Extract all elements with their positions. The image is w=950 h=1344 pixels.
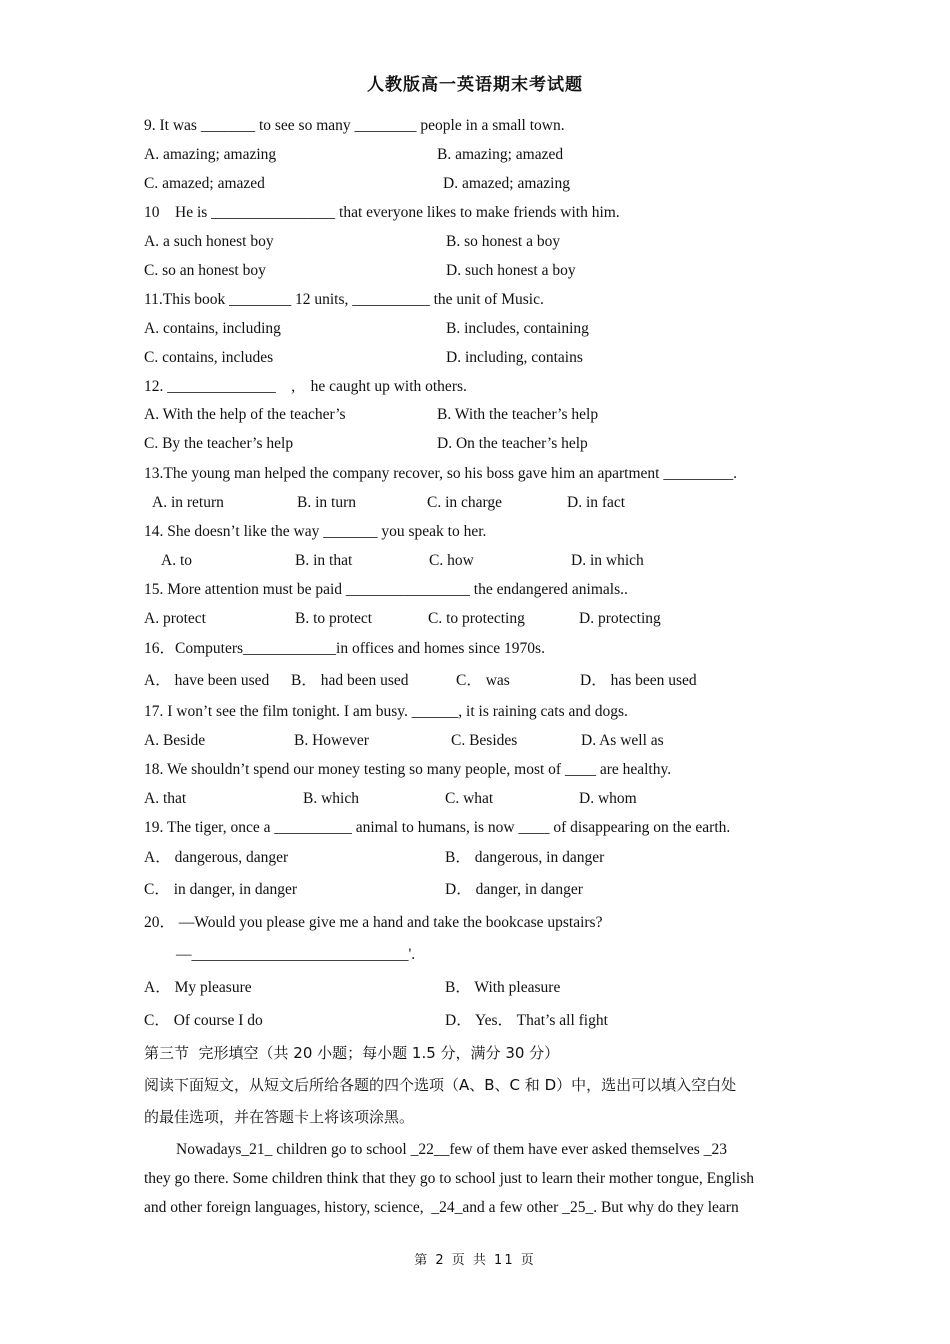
question-20-option-b: B． With pleasure xyxy=(445,979,561,996)
question-19-stem: 19. The tiger, once a __________ animal to humans, is now ____ of disappearing on the earth. xyxy=(144,819,731,836)
question-17-option-c: C. Besides xyxy=(451,732,518,749)
question-12-stem: 12. ______________ , he caught up with others. xyxy=(144,378,467,395)
question-13-option-d: D. in fact xyxy=(567,494,626,511)
section-3-instructions-line-2: 的最佳选项，并在答题卡上将该项涂黑。 xyxy=(144,1108,415,1126)
passage-line-2: they go there. Some children think that they go to school just to learn their mother tongue, English xyxy=(144,1170,754,1187)
question-15-stem: 15. More attention must be paid ________________ the endangered animals.. xyxy=(144,581,628,598)
question-15-option-d: D. protecting xyxy=(579,610,661,627)
question-11-option-b: B. includes, containing xyxy=(446,320,589,337)
page-header: 人教版高一英语期末考试题 xyxy=(367,75,583,95)
question-19-option-b: B． dangerous, in danger xyxy=(445,849,605,866)
question-15-option-b: B. to protect xyxy=(295,610,373,627)
question-19-option-a: A． dangerous, danger xyxy=(144,849,289,866)
question-20-option-d: D． Yes． That’s all fight xyxy=(445,1012,608,1029)
question-17-stem: 17. I won’t see the film tonight. I am busy. ______, it is raining cats and dogs. xyxy=(144,703,628,720)
question-20-reply-line: —____________________________'. xyxy=(176,946,416,963)
question-11-option-d: D. including, contains xyxy=(446,349,583,366)
question-12-option-c: C. By the teacher’s help xyxy=(144,435,294,452)
passage-line-1: Nowadays_21_ children go to school _22__few of them have ever asked themselves _23 xyxy=(176,1141,727,1158)
question-13-option-c: C. in charge xyxy=(427,494,503,511)
question-10-option-b: B. so honest a boy xyxy=(446,233,561,250)
question-15-option-c: C. to protecting xyxy=(428,610,525,627)
question-9-option-d: D. amazed; amazing xyxy=(443,175,570,192)
question-19-option-d: D． danger, in danger xyxy=(445,881,583,898)
question-18-option-a: A. that xyxy=(144,790,187,807)
question-13-stem: 13.The young man helped the company recover, so his boss gave him an apartment _________. xyxy=(144,465,737,482)
question-11-stem: 11.This book ________ 12 units, __________ the unit of Music. xyxy=(144,291,544,308)
question-10-option-c: C. so an honest boy xyxy=(144,262,266,279)
question-14-option-c: C. how xyxy=(429,552,474,569)
question-12-option-a: A. With the help of the teacher’s xyxy=(144,406,346,423)
question-15-option-a: A. protect xyxy=(144,610,206,627)
section-3-title: 第三节 完形填空（共 20 小题；每小题 1.5 分，满分 30 分） xyxy=(144,1044,560,1062)
question-9-stem: 9. It was _______ to see so many ________ people in a small town. xyxy=(144,117,565,134)
question-16-option-a: A． have been used xyxy=(144,672,270,689)
question-17-option-b: B. However xyxy=(294,732,369,749)
question-19-option-c: C． in danger, in danger xyxy=(144,881,298,898)
page-footer: 第 2 页 共 11 页 xyxy=(414,1253,536,1268)
question-13-option-b: B. in turn xyxy=(297,494,356,511)
question-20-option-a: A． My pleasure xyxy=(144,979,252,996)
question-10-option-a: A. a such honest boy xyxy=(144,233,274,250)
question-13-option-a: A. in return xyxy=(152,494,224,511)
question-14-stem: 14. She doesn’t like the way _______ you speak to her. xyxy=(144,523,487,540)
question-9-option-b: B. amazing; amazed xyxy=(437,146,564,163)
question-17-option-a: A. Beside xyxy=(144,732,206,749)
question-14-option-d: D. in which xyxy=(571,552,644,569)
question-12-option-d: D. On the teacher’s help xyxy=(437,435,588,452)
question-12-option-b: B. With the teacher’s help xyxy=(437,406,599,423)
question-10-stem: 10 He is ________________ that everyone likes to make friends with him. xyxy=(144,204,620,221)
passage-line-3: and other foreign languages, history, science, _24_and a few other _25_. But why do they learn xyxy=(144,1199,739,1216)
question-16-option-c: C． was xyxy=(456,672,510,689)
question-20-option-c: C． Of course I do xyxy=(144,1012,263,1029)
question-11-option-c: C. contains, includes xyxy=(144,349,274,366)
question-16-option-d: D． has been used xyxy=(580,672,697,689)
question-9-option-c: C. amazed; amazed xyxy=(144,175,265,192)
question-11-option-a: A. contains, including xyxy=(144,320,281,337)
question-18-option-c: C. what xyxy=(445,790,494,807)
question-18-stem: 18. We shouldn’t spend our money testing so many people, most of ____ are healthy. xyxy=(144,761,672,778)
question-18-option-b: B. which xyxy=(303,790,359,807)
question-16-option-b: B． had been used xyxy=(291,672,409,689)
section-3-instructions-line-1: 阅读下面短文，从短文后所给各题的四个选项（A、B、C 和 D）中，选出可以填入空白处 xyxy=(144,1076,737,1094)
question-10-option-d: D. such honest a boy xyxy=(446,262,576,279)
question-14-option-b: B. in that xyxy=(295,552,353,569)
question-9-option-a: A. amazing; amazing xyxy=(144,146,277,163)
question-20-stem: 20． —Would you please give me a hand and take the bookcase upstairs? xyxy=(144,914,603,931)
question-18-option-d: D. whom xyxy=(579,790,637,807)
question-17-option-d: D. As well as xyxy=(581,732,664,749)
question-16-stem: 16．Computers____________in offices and homes since 1970s. xyxy=(144,640,545,657)
question-14-option-a: A. to xyxy=(161,552,192,569)
